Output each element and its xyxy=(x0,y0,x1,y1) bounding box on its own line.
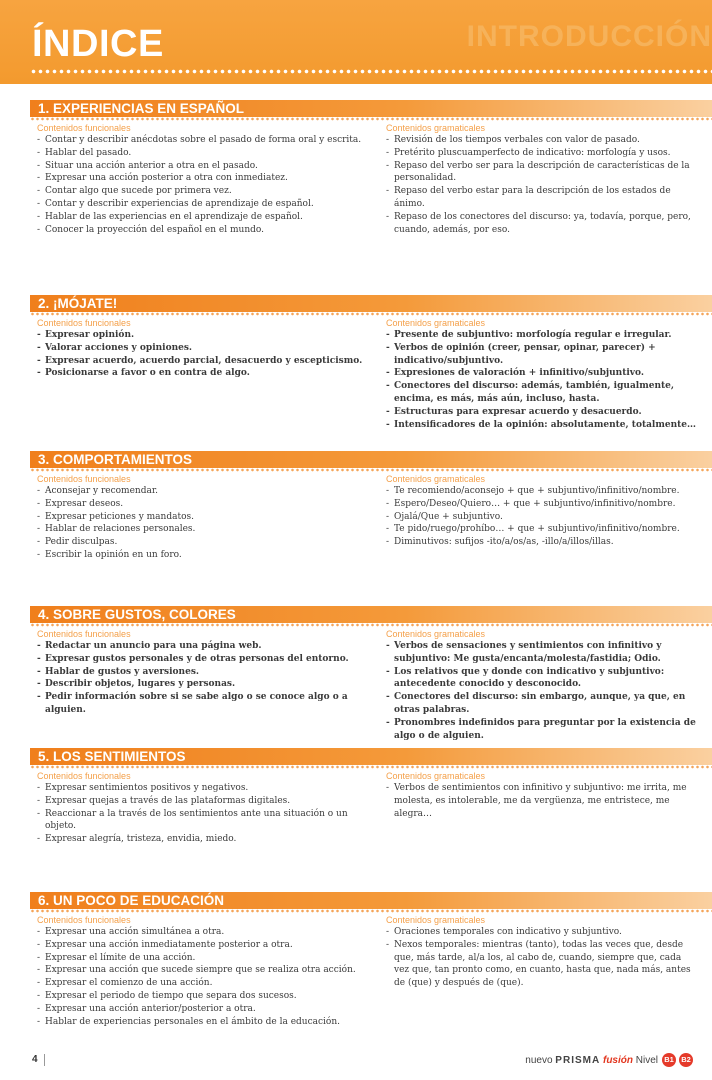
list-item: - Verbos de sensaciones y sentimientos con infinitivo y subjuntivo: Me gusta/encanta/molesta/fastidia; Odio. xyxy=(386,640,698,666)
section-title: 4. SOBRE GUSTOS, COLORES xyxy=(38,607,236,622)
list-item: - Verbos de opinión (creer, pensar, opinar, parecer) + indicativo/subjuntivo. xyxy=(386,342,698,368)
brand-edition: fusión xyxy=(602,1055,633,1066)
index-header xyxy=(0,0,712,84)
functional-contents xyxy=(37,318,365,380)
list-item: - Estructuras para expresar acuerdo y desacuerdo. xyxy=(386,406,698,419)
list-item: - Contar algo que sucede por primera vez. xyxy=(37,185,365,198)
functional-heading: Contenidos funcionales xyxy=(37,771,131,781)
section-dotted-divider xyxy=(30,765,712,769)
list-item: - Expresar alegría, tristeza, envidia, miedo. xyxy=(37,833,365,846)
section-title: 1. EXPERIENCIAS EN ESPAÑOL xyxy=(38,101,245,116)
list-item: - Expresiones de valoración + infinitivo/subjuntivo. xyxy=(386,367,698,380)
list-item: - Te pido/ruego/prohíbo… + que + subjuntivo/infinitivo/nombre. xyxy=(386,523,698,536)
functional-heading: Contenidos funcionales xyxy=(37,123,131,133)
section-title: 5. LOS SENTIMIENTOS xyxy=(38,749,186,764)
list-item: - Redactar un anuncio para una página web. xyxy=(37,640,365,653)
list-item: - Ojalá/Que + subjuntivo. xyxy=(386,511,698,524)
series-brand xyxy=(525,1055,658,1066)
functional-contents xyxy=(37,771,365,846)
list-item: - Diminutivos: sufijos -ito/a/os/as, -illo/a/illos/illas. xyxy=(386,536,698,549)
brand-prefix: nuevo xyxy=(525,1055,553,1066)
list-item: - Describir objetos, lugares y personas. xyxy=(37,678,365,691)
grammar-heading: Contenidos gramaticales xyxy=(386,915,486,925)
section-dotted-divider xyxy=(30,468,712,472)
section-title: 3. COMPORTAMIENTOS xyxy=(38,452,193,467)
functional-contents xyxy=(37,474,365,562)
list-item: - Hablar del pasado. xyxy=(37,147,365,160)
level-label: Nivel xyxy=(635,1055,658,1066)
list-item: - Pretérito pluscuamperfecto de indicativo: morfología y usos. xyxy=(386,147,698,160)
brand-name: PRISMA xyxy=(555,1055,601,1066)
grammar-contents xyxy=(386,629,698,742)
list-item: - Reaccionar a la través de los sentimientos ante una situación o un objeto. xyxy=(37,808,365,834)
list-item: - Pedir disculpas. xyxy=(37,536,365,549)
list-item: - Pronombres indefinidos para preguntar por la existencia de algo o de alguien. xyxy=(386,717,698,743)
grammar-contents xyxy=(386,474,698,549)
list-item: - Nexos temporales: mientras (tanto), todas las veces que, desde que, más tarde, al/a los, al cabo de, cuando, siempre que, cada vez que, tan pronto como, en cuanto, hasta que, nada más, antes de (que) y después de (que). xyxy=(386,939,698,990)
list-item: - Repaso de los conectores del discurso: ya, todavía, porque, pero, cuando, además, por eso. xyxy=(386,211,698,237)
list-item: - Expresar una acción anterior/posterior a otra. xyxy=(37,1003,365,1016)
list-item: - Conectores del discurso: además, también, igualmente, encima, es más, más aún, incluso, hasta. xyxy=(386,380,698,406)
functional-heading: Contenidos funcionales xyxy=(37,915,131,925)
grammar-contents xyxy=(386,915,698,990)
list-item: - Hablar de gustos y aversiones. xyxy=(37,666,365,679)
list-item: - Conocer la proyección del español en el mundo. xyxy=(37,224,365,237)
list-item: - Expresar sentimientos positivos y negativos. xyxy=(37,782,365,795)
grammar-heading: Contenidos gramaticales xyxy=(386,318,486,328)
list-item: - Expresar acuerdo, acuerdo parcial, desacuerdo y escepticismo. xyxy=(37,355,365,368)
list-item: - Repaso del verbo ser para la descripción de características de la personalidad. xyxy=(386,160,698,186)
list-item: - Expresar el periodo de tiempo que separa dos sucesos. xyxy=(37,990,365,1003)
list-item: - Valorar acciones y opiniones. xyxy=(37,342,365,355)
list-item: - Los relativos que y donde con indicativo y subjuntivo: antecedente conocido y desconocido. xyxy=(386,666,698,692)
section-title: 6. UN POCO DE EDUCACIÓN xyxy=(38,893,225,908)
list-item: - Expresar gustos personales y de otras personas del entorno. xyxy=(37,653,365,666)
grammar-heading: Contenidos gramaticales xyxy=(386,474,486,484)
list-item: - Expresar opinión. xyxy=(37,329,365,342)
list-item: - Posicionarse a favor o en contra de algo. xyxy=(37,367,365,380)
functional-heading: Contenidos funcionales xyxy=(37,318,131,328)
list-item: - Repaso del verbo estar para la descripción de los estados de ánimo. xyxy=(386,185,698,211)
page-title: ÍNDICE xyxy=(32,23,164,65)
grammar-contents xyxy=(386,123,698,236)
functional-contents xyxy=(37,123,365,236)
list-item: - Escribir la opinión en un foro. xyxy=(37,549,365,562)
list-item: - Situar una acción anterior a otra en el pasado. xyxy=(37,160,365,173)
grammar-heading: Contenidos gramaticales xyxy=(386,629,486,639)
section-dotted-divider xyxy=(30,117,712,121)
list-item: - Expresar una acción inmediatamente posterior a otra. xyxy=(37,939,365,952)
list-item: - Expresar peticiones y mandatos. xyxy=(37,511,365,524)
list-item: - Contar y describir experiencias de aprendizaje de español. xyxy=(37,198,365,211)
grammar-heading: Contenidos gramaticales xyxy=(386,123,486,133)
list-item: - Espero/Deseo/Quiero… + que + subjuntivo/infinitivo/nombre. xyxy=(386,498,698,511)
list-item: - Aconsejar y recomendar. xyxy=(37,485,365,498)
page-footer xyxy=(0,1052,712,1072)
list-item: - Oraciones temporales con indicativo y subjuntivo. xyxy=(386,926,698,939)
list-item: - Expresar el límite de una acción. xyxy=(37,952,365,965)
grammar-contents xyxy=(386,771,698,820)
section-dotted-divider xyxy=(30,623,712,627)
list-item: - Contar y describir anécdotas sobre el pasado de forma oral y escrita. xyxy=(37,134,365,147)
list-item: - Expresar deseos. xyxy=(37,498,365,511)
level-badge-b2: B2 xyxy=(679,1053,693,1067)
list-item: - Verbos de sentimientos con infinitivo y subjuntivo: me irrita, me molesta, es intolerable, me da vergüenza, me entristece, me alegra… xyxy=(386,782,698,820)
grammar-heading: Contenidos gramaticales xyxy=(386,771,486,781)
page-number-divider xyxy=(44,1054,45,1066)
list-item: - Presente de subjuntivo: morfología regular e irregular. xyxy=(386,329,698,342)
section-title: 2. ¡MÓJATE! xyxy=(38,296,118,311)
page-number: 4 xyxy=(32,1054,38,1065)
list-item: - Hablar de relaciones personales. xyxy=(37,523,365,536)
section-bar xyxy=(30,295,712,312)
header-ghost-text: INTRODUCCIÓN xyxy=(466,20,712,53)
list-item: - Expresar una acción posterior a otra con inmediatez. xyxy=(37,172,365,185)
header-dotted-divider xyxy=(30,69,712,74)
functional-contents xyxy=(37,629,365,717)
list-item: - Hablar de experiencias personales en el ámbito de la educación. xyxy=(37,1016,365,1029)
list-item: - Intensificadores de la opinión: absolutamente, totalmente… xyxy=(386,419,698,432)
functional-heading: Contenidos funcionales xyxy=(37,474,131,484)
grammar-contents xyxy=(386,318,698,431)
list-item: - Revisión de los tiempos verbales con valor de pasado. xyxy=(386,134,698,147)
level-badge-b1: B1 xyxy=(662,1053,676,1067)
list-item: - Expresar quejas a través de las plataformas digitales. xyxy=(37,795,365,808)
list-item: - Expresar una acción simultánea a otra. xyxy=(37,926,365,939)
list-item: - Pedir información sobre si se sabe algo o se conoce algo o a alguien. xyxy=(37,691,365,717)
functional-contents xyxy=(37,915,365,1028)
list-item: - Conectores del discurso: sin embargo, aunque, ya que, en otras palabras. xyxy=(386,691,698,717)
section-dotted-divider xyxy=(30,909,712,913)
list-item: - Hablar de las experiencias en el aprendizaje de español. xyxy=(37,211,365,224)
list-item: - Expresar una acción que sucede siempre que se realiza otra acción. xyxy=(37,964,365,977)
list-item: - Te recomiendo/aconsejo + que + subjuntivo/infinitivo/nombre. xyxy=(386,485,698,498)
section-dotted-divider xyxy=(30,312,712,316)
functional-heading: Contenidos funcionales xyxy=(37,629,131,639)
list-item: - Expresar el comienzo de una acción. xyxy=(37,977,365,990)
